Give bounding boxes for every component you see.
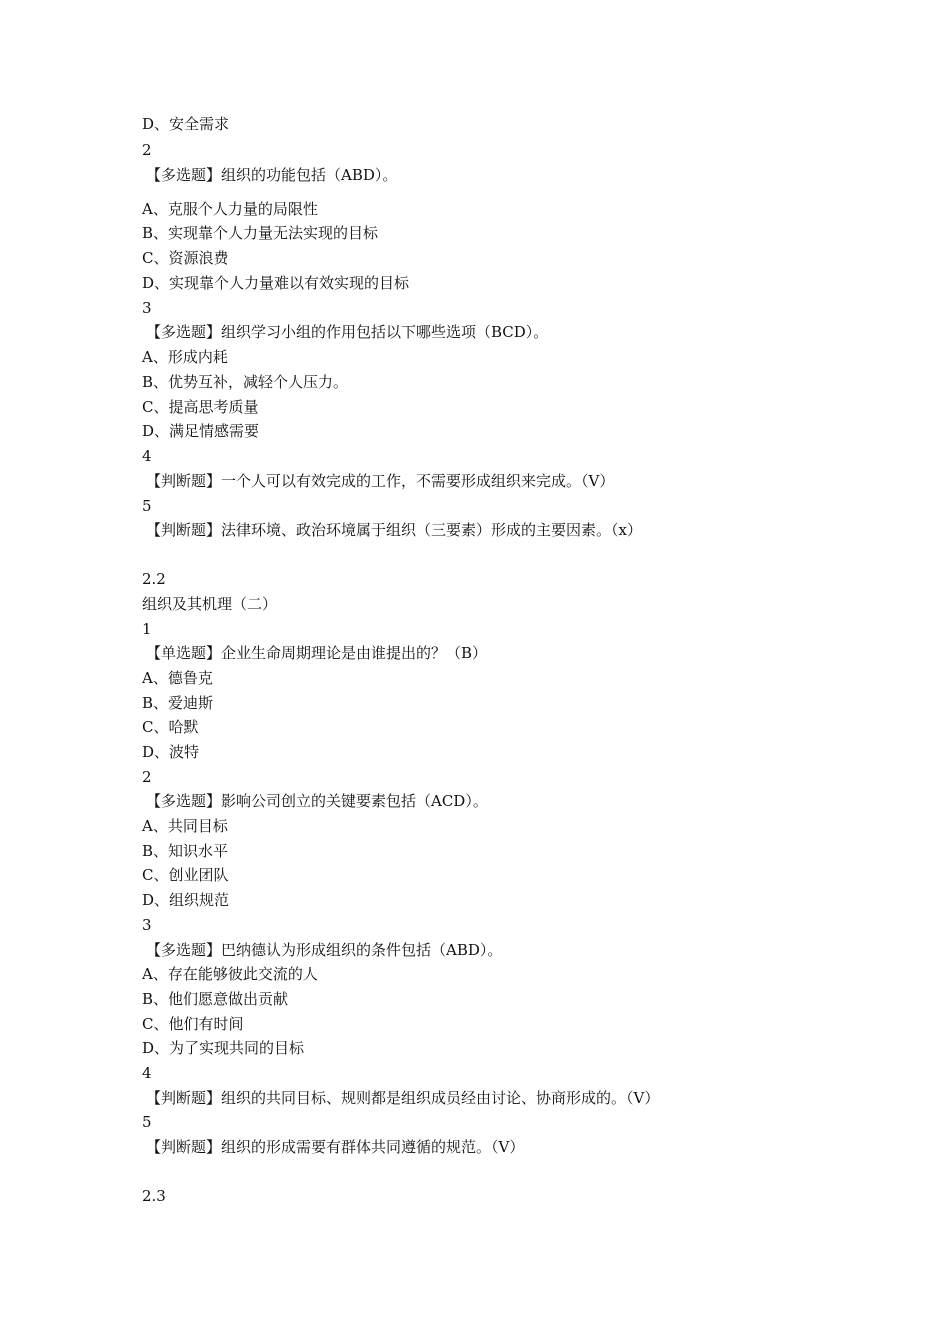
question-number: 3 bbox=[142, 916, 152, 934]
section-title: 组织及其机理（二） bbox=[142, 595, 278, 613]
section-number: 2.3 bbox=[142, 1187, 166, 1205]
option-line: B、知识水平 bbox=[142, 842, 229, 860]
option-line: A、克服个人力量的局限性 bbox=[142, 200, 318, 218]
option-line: D、实现靠个人力量难以有效实现的目标 bbox=[142, 274, 410, 292]
option-line: D、为了实现共同的目标 bbox=[142, 1039, 305, 1057]
question-text: 【判断题】组织的共同目标、规则都是组织成员经由讨论、协商形成的。（V） bbox=[146, 1089, 660, 1107]
option-line: A、存在能够彼此交流的人 bbox=[142, 965, 318, 983]
question-text: 【判断题】法律环境、政治环境属于组织（三要素）形成的主要因素。（x） bbox=[146, 521, 642, 539]
option-line: C、他们有时间 bbox=[142, 1015, 244, 1033]
option-line: D、满足情感需要 bbox=[142, 422, 260, 440]
question-text: 【单选题】企业生命周期理论是由谁提出的？（B） bbox=[146, 644, 488, 662]
question-text: 【多选题】组织学习小组的作用包括以下哪些选项（BCD）。 bbox=[146, 323, 549, 341]
option-line: B、爱迪斯 bbox=[142, 694, 214, 712]
question-number: 2 bbox=[142, 768, 152, 786]
option-line: D、安全需求 bbox=[142, 115, 230, 133]
question-text: 【多选题】影响公司创立的关键要素包括（ACD）。 bbox=[146, 792, 488, 810]
option-line: A、德鲁克 bbox=[142, 669, 213, 687]
option-line: C、创业团队 bbox=[142, 866, 229, 884]
option-line: C、哈默 bbox=[142, 718, 199, 736]
question-number: 1 bbox=[142, 620, 152, 638]
question-text: 【判断题】一个人可以有效完成的工作，不需要形成组织来完成。（V） bbox=[146, 472, 615, 490]
option-line: C、提高思考质量 bbox=[142, 398, 259, 416]
option-line: B、他们愿意做出贡献 bbox=[142, 990, 289, 1008]
section-number: 2.2 bbox=[142, 570, 166, 588]
question-number: 5 bbox=[142, 497, 152, 515]
question-number: 4 bbox=[142, 447, 152, 465]
option-line: B、优势互补，减轻个人压力。 bbox=[142, 373, 349, 391]
option-line: A、共同目标 bbox=[142, 817, 228, 835]
option-line: D、组织规范 bbox=[142, 891, 230, 909]
question-number: 5 bbox=[142, 1113, 152, 1131]
option-line: D、波特 bbox=[142, 743, 200, 761]
option-line: B、实现靠个人力量无法实现的目标 bbox=[142, 224, 379, 242]
option-line: C、资源浪费 bbox=[142, 249, 229, 267]
question-number: 2 bbox=[142, 141, 152, 159]
question-number: 3 bbox=[142, 299, 152, 317]
option-line: A、形成内耗 bbox=[142, 348, 228, 366]
question-text: 【多选题】组织的功能包括（ABD）。 bbox=[146, 166, 398, 184]
question-text: 【多选题】巴纳德认为形成组织的条件包括（ABD）。 bbox=[146, 941, 503, 959]
question-text: 【判断题】组织的形成需要有群体共同遵循的规范。（V） bbox=[146, 1138, 525, 1156]
question-number: 4 bbox=[142, 1064, 152, 1082]
